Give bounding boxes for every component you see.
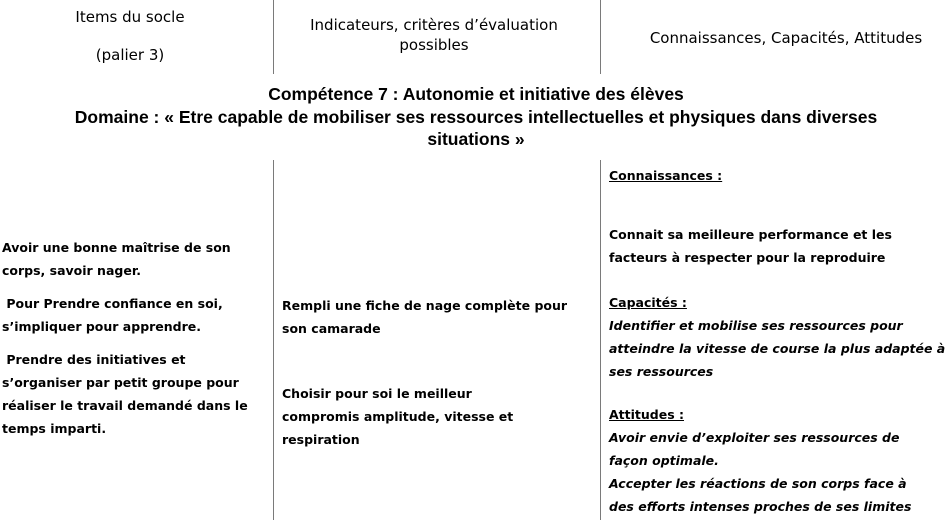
competence-title: Compétence 7 : Autonomie et initiative des élèves (268, 84, 684, 104)
kca-column (609, 164, 952, 518)
capacites-text: Identifier et mobilise ses ressources pour atteindre la vitesse de course la plus adaptée à ses ressources (609, 318, 946, 379)
connaissances-text: Connait sa meilleure performance et les facteurs à respecter pour la reproduire (609, 227, 892, 265)
indicator-1: Rempli une fiche de nage complète pour son camarade (282, 298, 568, 336)
attitudes-text-2: Accepter les réactions de son corps face à des efforts intenses proches de ses limites (609, 476, 912, 514)
item-2: Pour Prendre confiance en soi, s’impliquer pour apprendre. (2, 296, 228, 334)
header-divider-1 (273, 0, 274, 74)
body-divider-2 (600, 160, 601, 520)
items-column (2, 236, 270, 440)
connaissances-label: Connaissances : (609, 168, 723, 183)
indicators-column (282, 294, 592, 451)
attitudes-text-1: Avoir envie d’exploiter ses ressources de façon optimale. (609, 430, 900, 468)
domain-line-2: situations » (427, 129, 525, 149)
item-1: Avoir une bonne maîtrise de son corps, savoir nager. (2, 240, 231, 278)
header-items-line1: Items du socle (75, 8, 185, 26)
body-divider-1 (273, 160, 274, 520)
capacites-label: Capacités : (609, 295, 687, 310)
header-connaissances: Connaissances, Capacités, Attitudes (649, 29, 923, 47)
header-divider-2 (600, 0, 601, 74)
item-3: Prendre des initiatives et s’organiser par petit groupe pour réaliser le travail demandé dans le temps imparti. (2, 352, 253, 436)
header-indicateurs: Indicateurs, critères d’évaluation possibles (310, 16, 558, 54)
header-items-line2: (palier 3) (95, 46, 165, 64)
attitudes-label: Attitudes : (609, 407, 684, 422)
domain-line-1: Domaine : « Etre capable de mobiliser ses ressources intellectuelles et physiques dans diverses (74, 107, 878, 127)
header-items-du-socle (0, 7, 260, 65)
indicator-2: Choisir pour soi le meilleur compromis amplitude, vitesse et respiration (282, 386, 514, 447)
